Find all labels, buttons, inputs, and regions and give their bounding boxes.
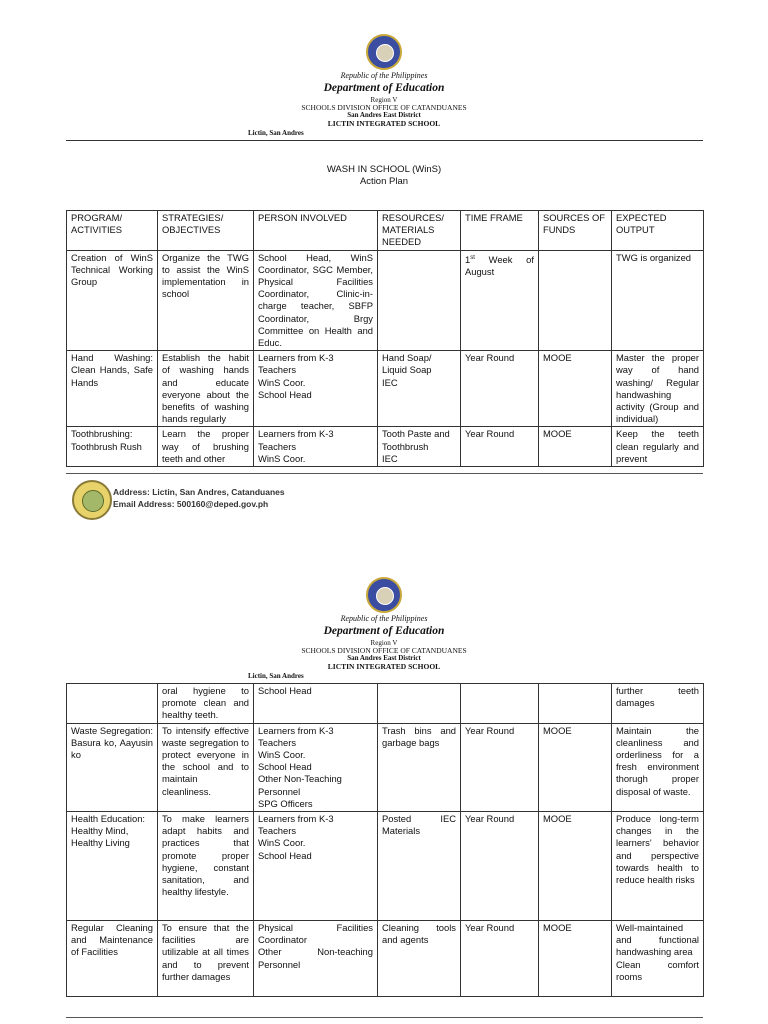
program-cell: Toothbrushing: Toothbrush Rush	[67, 427, 158, 467]
program-cell: Regular Cleaning and Maintenance of Facilities	[67, 921, 158, 997]
action-plan-table-page2	[66, 683, 704, 997]
time-day: 1	[465, 253, 471, 265]
table-row	[67, 427, 704, 467]
school-name: LICTIN INTEGRATED SCHOOL	[327, 119, 441, 128]
region-text: Region V	[370, 639, 398, 647]
funds-cell	[539, 684, 612, 724]
resources-cell: Cleaning tools and agents	[378, 921, 461, 997]
department-title: Department of Education	[323, 82, 445, 94]
location-text: Lictin, San Andres	[248, 672, 304, 680]
header-rule	[66, 140, 703, 141]
strategy-cell: Learn the proper way of brushing teeth and other	[158, 427, 254, 467]
resources-cell	[378, 684, 461, 724]
location-text: Lictin, San Andres	[248, 129, 304, 137]
funds-cell: MOOE	[539, 427, 612, 467]
table-row	[67, 812, 704, 921]
district-text: San Andres East District	[347, 111, 421, 119]
footer-email: Email Address: 500160@deped.gov.ph	[113, 499, 269, 509]
column-header: PERSON INVOLVED	[254, 211, 378, 251]
strategy-cell: To intensify effective waste segregation to protect everyone in the school and to maintain cleanliness.	[158, 723, 254, 811]
resources-cell: Posted IEC Materials	[378, 812, 461, 921]
persons-cell: Learners from K-3 Teachers WinS Coor. School Head Other Non-Teaching Personnel SPG Officers	[254, 723, 378, 811]
department-title: Department of Education	[323, 625, 445, 637]
division-text: SCHOOLS DIVISION OFFICE OF CATANDUANES	[301, 646, 467, 655]
district-text: San Andres East District	[347, 654, 421, 662]
column-header: RESOURCES/ MATERIALS NEEDED	[378, 211, 461, 251]
table-row	[67, 684, 704, 724]
program-cell: Waste Segregation: Basura ko, Aayusin ko	[67, 723, 158, 811]
footer-address: Address: Lictin, San Andres, Catanduanes	[113, 487, 285, 497]
table-row	[67, 723, 704, 811]
school-seal-icon	[72, 480, 112, 520]
column-header: EXPECTED OUTPUT	[612, 211, 704, 251]
output-cell: Maintain the cleanliness and orderliness for a fresh environment thorugh proper disposal of waste.	[612, 723, 704, 811]
funds-cell: MOOE	[539, 921, 612, 997]
resources-cell: Tooth Paste and Toothbrush IEC	[378, 427, 461, 467]
resources-cell: Trash bins and garbage bags	[378, 723, 461, 811]
footer-rule	[66, 1017, 703, 1018]
resources-cell: Hand Soap/ Liquid Soap IEC	[378, 351, 461, 427]
deped-seal-icon	[366, 34, 402, 70]
persons-cell: School Head, WinS Coordinator, SGC Member, Physical Facilities Coordinator, Clinic-in-charge teacher, SBFP Coordinator, Brgy Committee on Health and Educ.	[254, 250, 378, 351]
time-cell: Year Round	[461, 812, 539, 921]
funds-cell	[539, 250, 612, 351]
output-cell: Keep the teeth clean regularly and prevent	[612, 427, 704, 467]
time-cell: Year Round	[461, 427, 539, 467]
table-row	[67, 921, 704, 997]
output-cell: TWG is organized	[612, 250, 704, 351]
footer-rule	[66, 473, 703, 474]
column-header: TIME FRAME	[461, 211, 539, 251]
persons-cell: Learners from K-3 Teachers WinS Coor. School Head	[254, 812, 378, 921]
action-plan-table-page1	[66, 210, 704, 467]
republic-text: Republic of the Philippines	[340, 71, 428, 80]
strategy-cell: oral hygiene to promote clean and healthy teeth.	[158, 684, 254, 724]
funds-cell: MOOE	[539, 723, 612, 811]
republic-text: Republic of the Philippines	[340, 614, 428, 623]
time-cell	[461, 684, 539, 724]
program-cell: Hand Washing: Clean Hands, Safe Hands	[67, 351, 158, 427]
column-header: SOURCES OF FUNDS	[539, 211, 612, 251]
document-subtitle: Action Plan	[359, 176, 409, 187]
strategy-cell: Organize the TWG to assist the WinS implementation in school	[158, 250, 254, 351]
division-text: SCHOOLS DIVISION OFFICE OF CATANDUANES	[301, 103, 467, 112]
time-cell: Year Round	[461, 921, 539, 997]
resources-cell	[378, 250, 461, 351]
document-title: WASH IN SCHOOL (WinS)	[326, 164, 442, 175]
column-header: STRATEGIES/ OBJECTIVES	[158, 211, 254, 251]
output-cell: Well-maintained and functional handwashing area Clean comfort rooms	[612, 921, 704, 997]
time-ordinal: st	[470, 254, 475, 261]
table-header-row	[67, 211, 704, 251]
persons-cell: Learners from K-3 Teachers WinS Coor.	[254, 427, 378, 467]
persons-cell: School Head	[254, 684, 378, 724]
strategy-cell: To ensure that the facilities are utilizable at all times and to prevent further damages	[158, 921, 254, 997]
deped-seal-icon	[366, 577, 402, 613]
strategy-cell: To make learners adapt habits and practices that promote proper hygiene, constant sanitation, and healthy lifestyle.	[158, 812, 254, 921]
strategy-cell: Establish the habit of washing hands and educate everyone about the benefits of washing hands regularly	[158, 351, 254, 427]
funds-cell: MOOE	[539, 812, 612, 921]
table-row	[67, 351, 704, 427]
output-cell: Produce long-term changes in the learners' behavior and perspective towards health to reduce health risks	[612, 812, 704, 921]
table-row	[67, 250, 704, 351]
region-text: Region V	[370, 96, 398, 104]
output-cell: further teeth damages	[612, 684, 704, 724]
persons-cell: Learners from K-3 Teachers WinS Coor. School Head	[254, 351, 378, 427]
program-cell: Creation of WinS Technical Working Group	[67, 250, 158, 351]
output-cell: Master the proper way of hand washing/ Regular handwashing activity (Group and individual)	[612, 351, 704, 427]
program-cell: Health Education: Healthy Mind, Healthy Living	[67, 812, 158, 921]
program-cell	[67, 684, 158, 724]
school-name: LICTIN INTEGRATED SCHOOL	[327, 662, 441, 671]
time-rest: Week of August	[465, 253, 534, 277]
persons-cell: Physical Facilities Coordinator Other Non-teaching Personnel	[254, 921, 378, 997]
time-cell	[461, 250, 539, 351]
time-cell: Year Round	[461, 351, 539, 427]
time-cell: Year Round	[461, 723, 539, 811]
column-header: PROGRAM/ ACTIVITIES	[67, 211, 158, 251]
funds-cell: MOOE	[539, 351, 612, 427]
